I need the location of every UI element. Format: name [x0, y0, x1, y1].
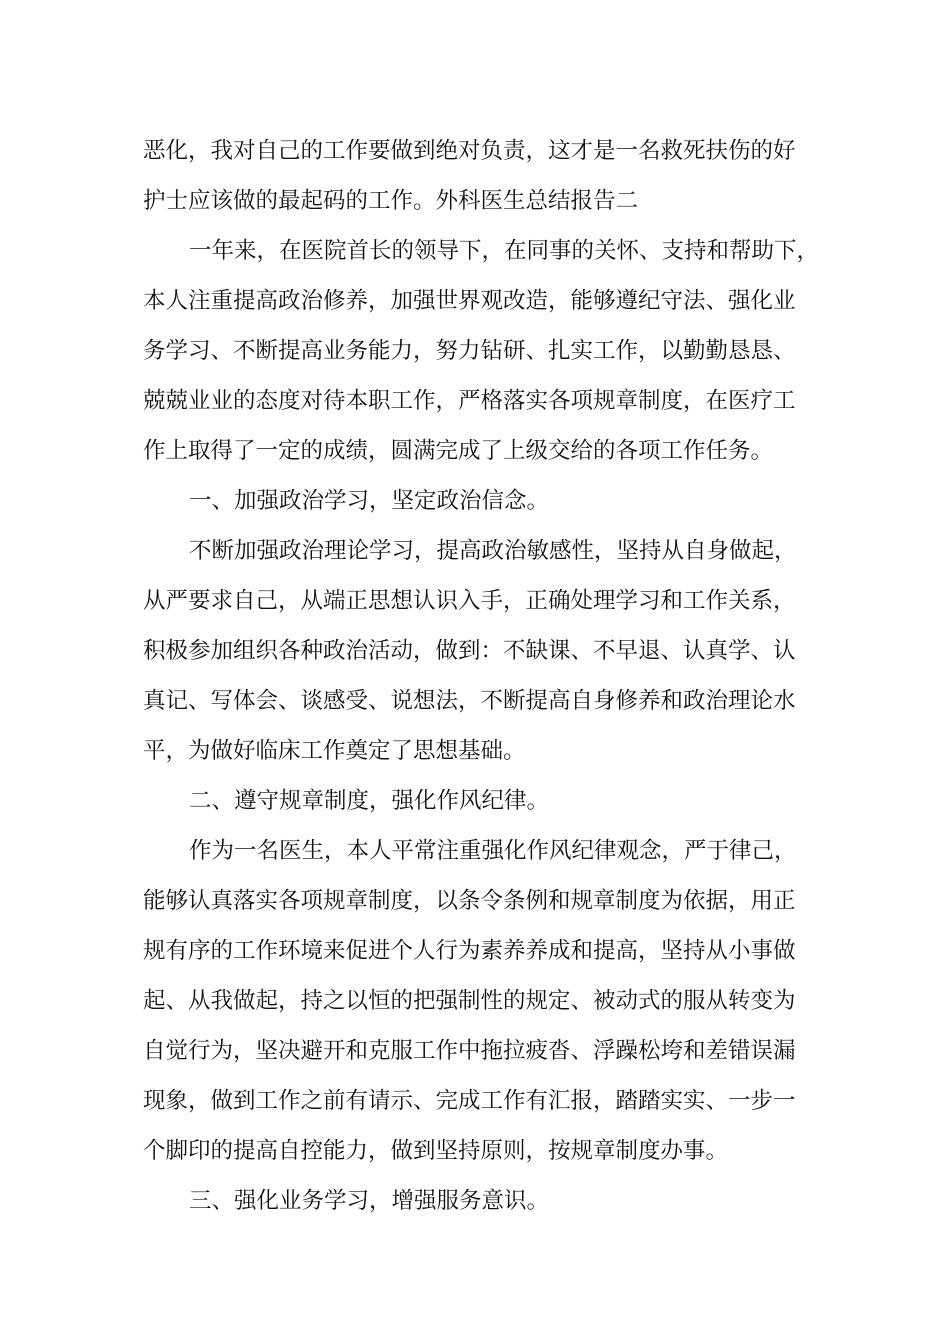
text-line-20: 现象，做到工作之前有请示、完成工作有汇报，踏踏实实、一步一: [143, 1088, 796, 1114]
text-line-13: 平，为做好临床工作奠定了思想基础。: [143, 738, 526, 764]
paragraph-start-line: 不断加强政治理论学习，提高政治敏感性，坚持从自身做起，: [189, 538, 797, 564]
text-line-21: 个脚印的提高自控能力，做到坚持原则，按规章制度办事。: [143, 1138, 729, 1164]
text-line-17: 规有序的工作环境来促进个人行为素养养成和提高，坚持从小事做: [143, 938, 796, 964]
text-line-10: 从严要求自己，从端正思想认识入手，正确处理学习和工作关系，: [143, 588, 796, 614]
text-line-2: 护士应该做的最起码的工作。外科医生总结报告二: [143, 188, 639, 214]
text-line-19: 自觉行为，坚决避开和克服工作中拖拉疲沓、浮躁松垮和差错误漏: [143, 1038, 796, 1064]
text-line-7: 作上取得了一定的成绩，圆满完成了上级交给的各项工作任务。: [143, 438, 774, 464]
text-line-1: 恶化，我对自己的工作要做到绝对负责，这才是一名救死扶伤的好: [143, 138, 796, 164]
text-line-4: 本人注重提高政治修养，加强世界观改造，能够遵纪守法、强化业: [143, 288, 796, 314]
text-line-12: 真记、写体会、谈感受、说想法，不断提高自身修养和政治理论水: [143, 688, 796, 714]
section-heading-3: 三、强化业务学习，增强服务意识。: [189, 1188, 550, 1214]
text-line-16: 能够认真落实各项规章制度，以条令条例和规章制度为依据，用正: [143, 888, 796, 914]
paragraph-start-line: 一年来，在医院首长的领导下，在同事的关怀、支持和帮助下，: [189, 238, 820, 264]
text-line-18: 起、从我做起，持之以恒的把强制性的规定、被动式的服从转变为: [143, 988, 796, 1014]
text-line-11: 积极参加组织各种政治活动，做到：不缺课、不早退、认真学、认: [143, 638, 796, 664]
paragraph-start-line: 作为一名医生，本人平常注重强化作风纪律观念，严于律己，: [189, 838, 797, 864]
section-heading-2: 二、遵守规章制度，强化作风纪律。: [189, 788, 550, 814]
section-heading-1: 一、加强政治学习，坚定政治信念。: [189, 488, 550, 514]
text-line-6: 兢兢业业的态度对待本职工作，严格落实各项规章制度，在医疗工: [143, 388, 796, 414]
text-line-5: 务学习、不断提高业务能力，努力钻研、扎实工作，以勤勤恳恳、: [143, 338, 796, 364]
